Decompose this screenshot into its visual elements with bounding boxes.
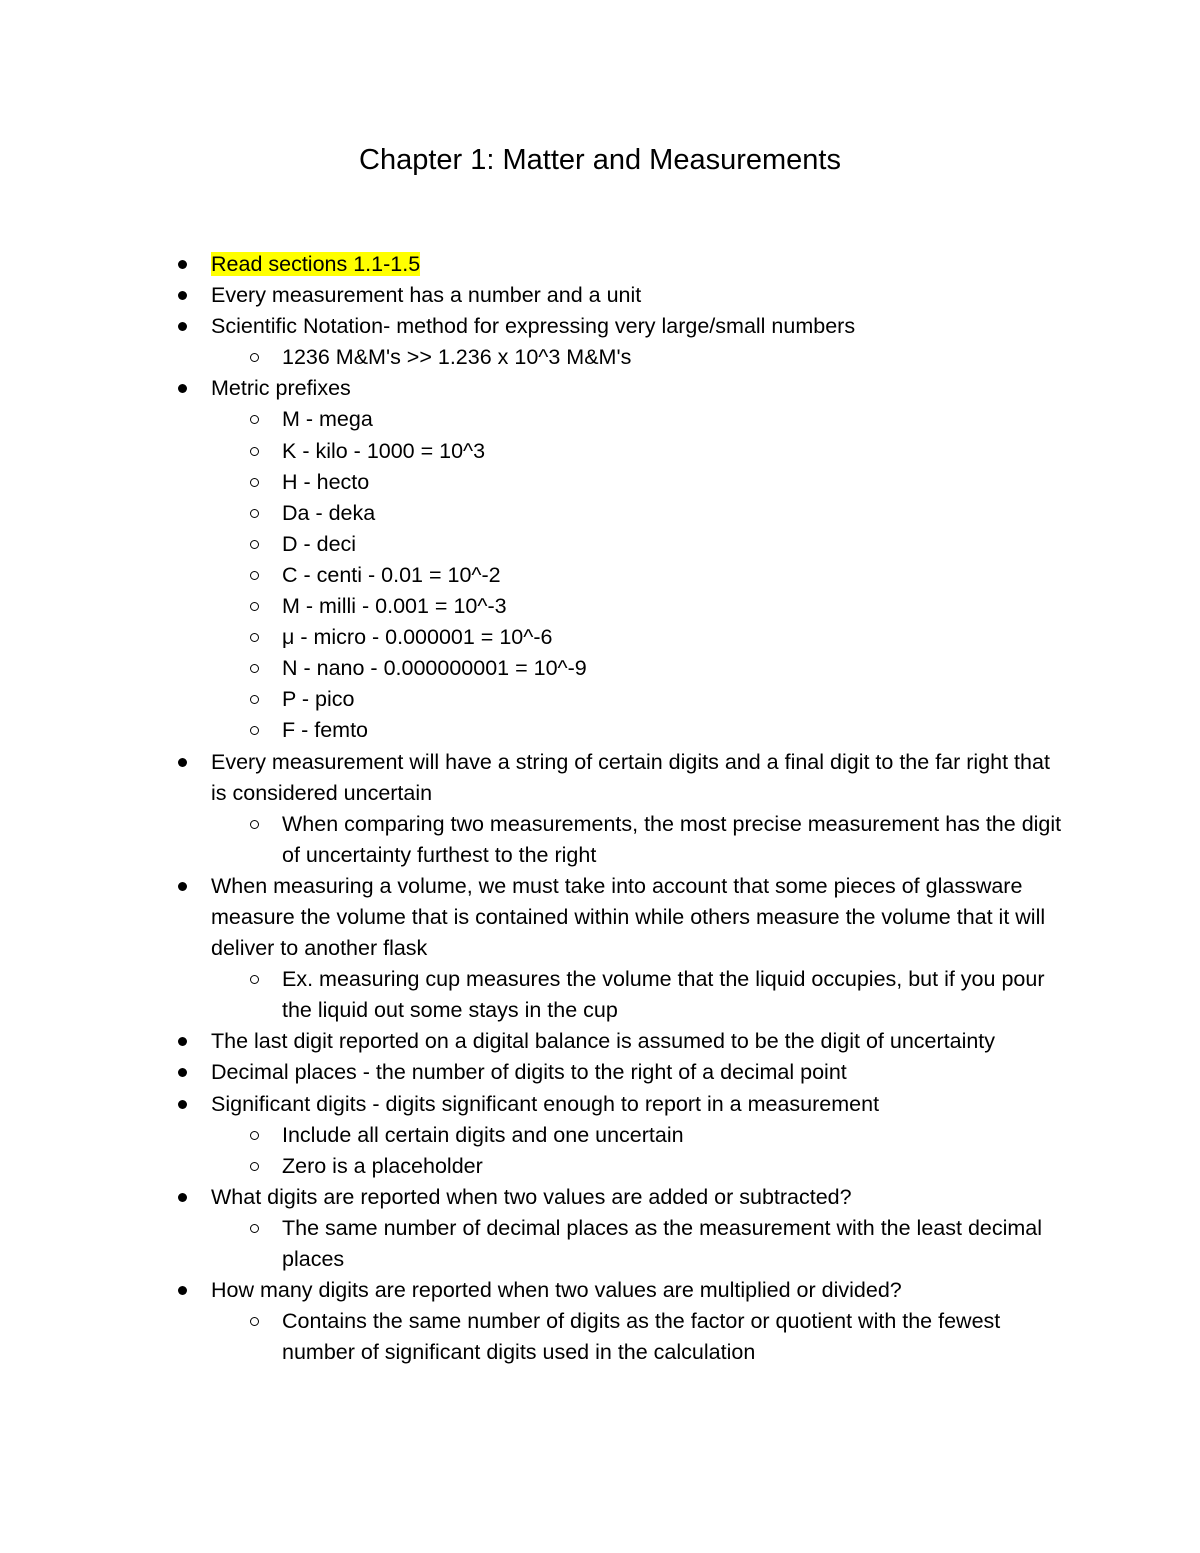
list-item bbox=[211, 1089, 1071, 1182]
sub-list bbox=[211, 404, 1071, 746]
sub-list-item bbox=[282, 715, 1071, 746]
sub-list bbox=[211, 342, 1071, 373]
list-item bbox=[211, 373, 1071, 746]
sub-list bbox=[211, 964, 1071, 1026]
sub-list-item bbox=[282, 529, 1071, 560]
sub-list-item bbox=[282, 404, 1071, 435]
sub-list-item-text: Contains the same number of digits as the factor or quotient with the fewest number of significant digits used in the calculation bbox=[282, 1309, 1001, 1365]
sub-list bbox=[211, 809, 1071, 871]
page-title: Chapter 1: Matter and Measurements bbox=[359, 144, 841, 176]
list-item-text: Every measurement will have a string of certain digits and a final digit to the far right that is considered uncertain bbox=[211, 749, 1050, 805]
list-item-text: Read sections 1.1-1.5 bbox=[211, 252, 421, 276]
hollow-bullet-icon bbox=[250, 415, 259, 424]
bullet-icon bbox=[178, 384, 187, 393]
sub-list-item-text: Da - deka bbox=[282, 500, 376, 525]
hollow-bullet-icon bbox=[250, 664, 259, 673]
hollow-bullet-icon bbox=[250, 447, 259, 456]
sub-list-item-text: M - milli - 0.001 = 10^-3 bbox=[282, 594, 507, 619]
bullet-icon bbox=[178, 1068, 187, 1077]
bullet-icon bbox=[178, 1037, 187, 1046]
sub-list-item bbox=[282, 653, 1071, 684]
sub-list-item bbox=[282, 436, 1071, 467]
list-item bbox=[211, 1057, 1071, 1088]
hollow-bullet-icon bbox=[250, 478, 259, 487]
sub-list-item bbox=[282, 560, 1071, 591]
sub-list bbox=[211, 1120, 1071, 1182]
sub-list-item-text: 1236 M&M's >> 1.236 x 10^3 M&M's bbox=[282, 345, 632, 370]
hollow-bullet-icon bbox=[250, 353, 259, 362]
hollow-bullet-icon bbox=[250, 1131, 259, 1140]
bullet-icon bbox=[178, 1193, 187, 1202]
sub-list-item bbox=[282, 964, 1071, 1026]
sub-list-item-text: K - kilo - 1000 = 10^3 bbox=[282, 438, 486, 463]
list-item bbox=[211, 1182, 1071, 1275]
sub-list-item-text: F - femto bbox=[282, 718, 369, 743]
sub-list-item bbox=[282, 342, 1071, 373]
sub-list bbox=[211, 1306, 1071, 1368]
bullet-icon bbox=[178, 882, 187, 891]
sub-list-item-text: μ - micro - 0.000001 = 10^-6 bbox=[282, 625, 553, 650]
list-item-text: The last digit reported on a digital balance is assumed to be the digit of uncertainty bbox=[211, 1029, 996, 1054]
hollow-bullet-icon bbox=[250, 695, 259, 704]
hollow-bullet-icon bbox=[250, 633, 259, 642]
sub-list-item bbox=[282, 1213, 1071, 1275]
sub-list-item-text: D - deci bbox=[282, 531, 357, 556]
sub-list-item bbox=[282, 809, 1071, 871]
list-item bbox=[211, 747, 1071, 871]
bullet-icon bbox=[178, 1100, 187, 1109]
sub-list-item bbox=[282, 684, 1071, 715]
sub-list-item-text: M - mega bbox=[282, 407, 373, 432]
sub-list-item-text: P - pico bbox=[282, 687, 355, 712]
list-item bbox=[211, 280, 1071, 311]
sub-list-item bbox=[282, 1151, 1071, 1182]
sub-list-item bbox=[282, 622, 1071, 653]
sub-list bbox=[211, 1213, 1071, 1275]
list-item bbox=[211, 871, 1071, 1026]
hollow-bullet-icon bbox=[250, 1224, 259, 1233]
hollow-bullet-icon bbox=[250, 1162, 259, 1171]
list-item bbox=[211, 1275, 1071, 1368]
list-item-text: How many digits are reported when two values are multiplied or divided? bbox=[211, 1278, 902, 1303]
sub-list-item-text: H - hecto bbox=[282, 469, 370, 494]
list-item-text: Every measurement has a number and a unit bbox=[211, 283, 642, 308]
list-item bbox=[211, 249, 1071, 280]
list-item-text: Significant digits - digits significant enough to report in a measurement bbox=[211, 1091, 880, 1116]
list-item-text: Scientific Notation- method for expressing very large/small numbers bbox=[211, 314, 856, 339]
list-item-text: Decimal places - the number of digits to the right of a decimal point bbox=[211, 1060, 847, 1085]
notes-list bbox=[211, 249, 1071, 1368]
sub-list-item-text: The same number of decimal places as the measurement with the least decimal places bbox=[282, 1215, 1043, 1271]
hollow-bullet-icon bbox=[250, 571, 259, 580]
sub-list-item-text: C - centi - 0.01 = 10^-2 bbox=[282, 562, 501, 587]
list-item-text: What digits are reported when two values are added or subtracted? bbox=[211, 1184, 852, 1209]
sub-list-item-text: N - nano - 0.000000001 = 10^-9 bbox=[282, 656, 587, 681]
sub-list-item bbox=[282, 467, 1071, 498]
bullet-icon bbox=[178, 260, 187, 269]
hollow-bullet-icon bbox=[250, 820, 259, 829]
bullet-icon bbox=[178, 322, 187, 331]
sub-list-item-text: Zero is a placeholder bbox=[282, 1153, 483, 1178]
hollow-bullet-icon bbox=[250, 1317, 259, 1326]
bullet-icon bbox=[178, 758, 187, 767]
sub-list-item-text: Include all certain digits and one uncertain bbox=[282, 1122, 684, 1147]
hollow-bullet-icon bbox=[250, 540, 259, 549]
list-item-text: Metric prefixes bbox=[211, 376, 351, 401]
sub-list-item bbox=[282, 591, 1071, 622]
list-item bbox=[211, 311, 1071, 373]
hollow-bullet-icon bbox=[250, 602, 259, 611]
hollow-bullet-icon bbox=[250, 509, 259, 518]
sub-list-item bbox=[282, 1306, 1071, 1368]
sub-list-item bbox=[282, 1120, 1071, 1151]
sub-list-item-text: Ex. measuring cup measures the volume that the liquid occupies, but if you pour the liquid out some stays in the cup bbox=[282, 967, 1045, 1023]
hollow-bullet-icon bbox=[250, 726, 259, 735]
hollow-bullet-icon bbox=[250, 975, 259, 984]
list-item bbox=[211, 1026, 1071, 1057]
bullet-icon bbox=[178, 1286, 187, 1295]
sub-list-item-text: When comparing two measurements, the most precise measurement has the digit of uncertainty furthest to the right bbox=[282, 811, 1062, 867]
list-item-text: When measuring a volume, we must take into account that some pieces of glassware measure the volume that is contained within while others measure the volume that it will deliver to another flask bbox=[211, 873, 1046, 961]
sub-list-item bbox=[282, 498, 1071, 529]
bullet-icon bbox=[178, 291, 187, 300]
